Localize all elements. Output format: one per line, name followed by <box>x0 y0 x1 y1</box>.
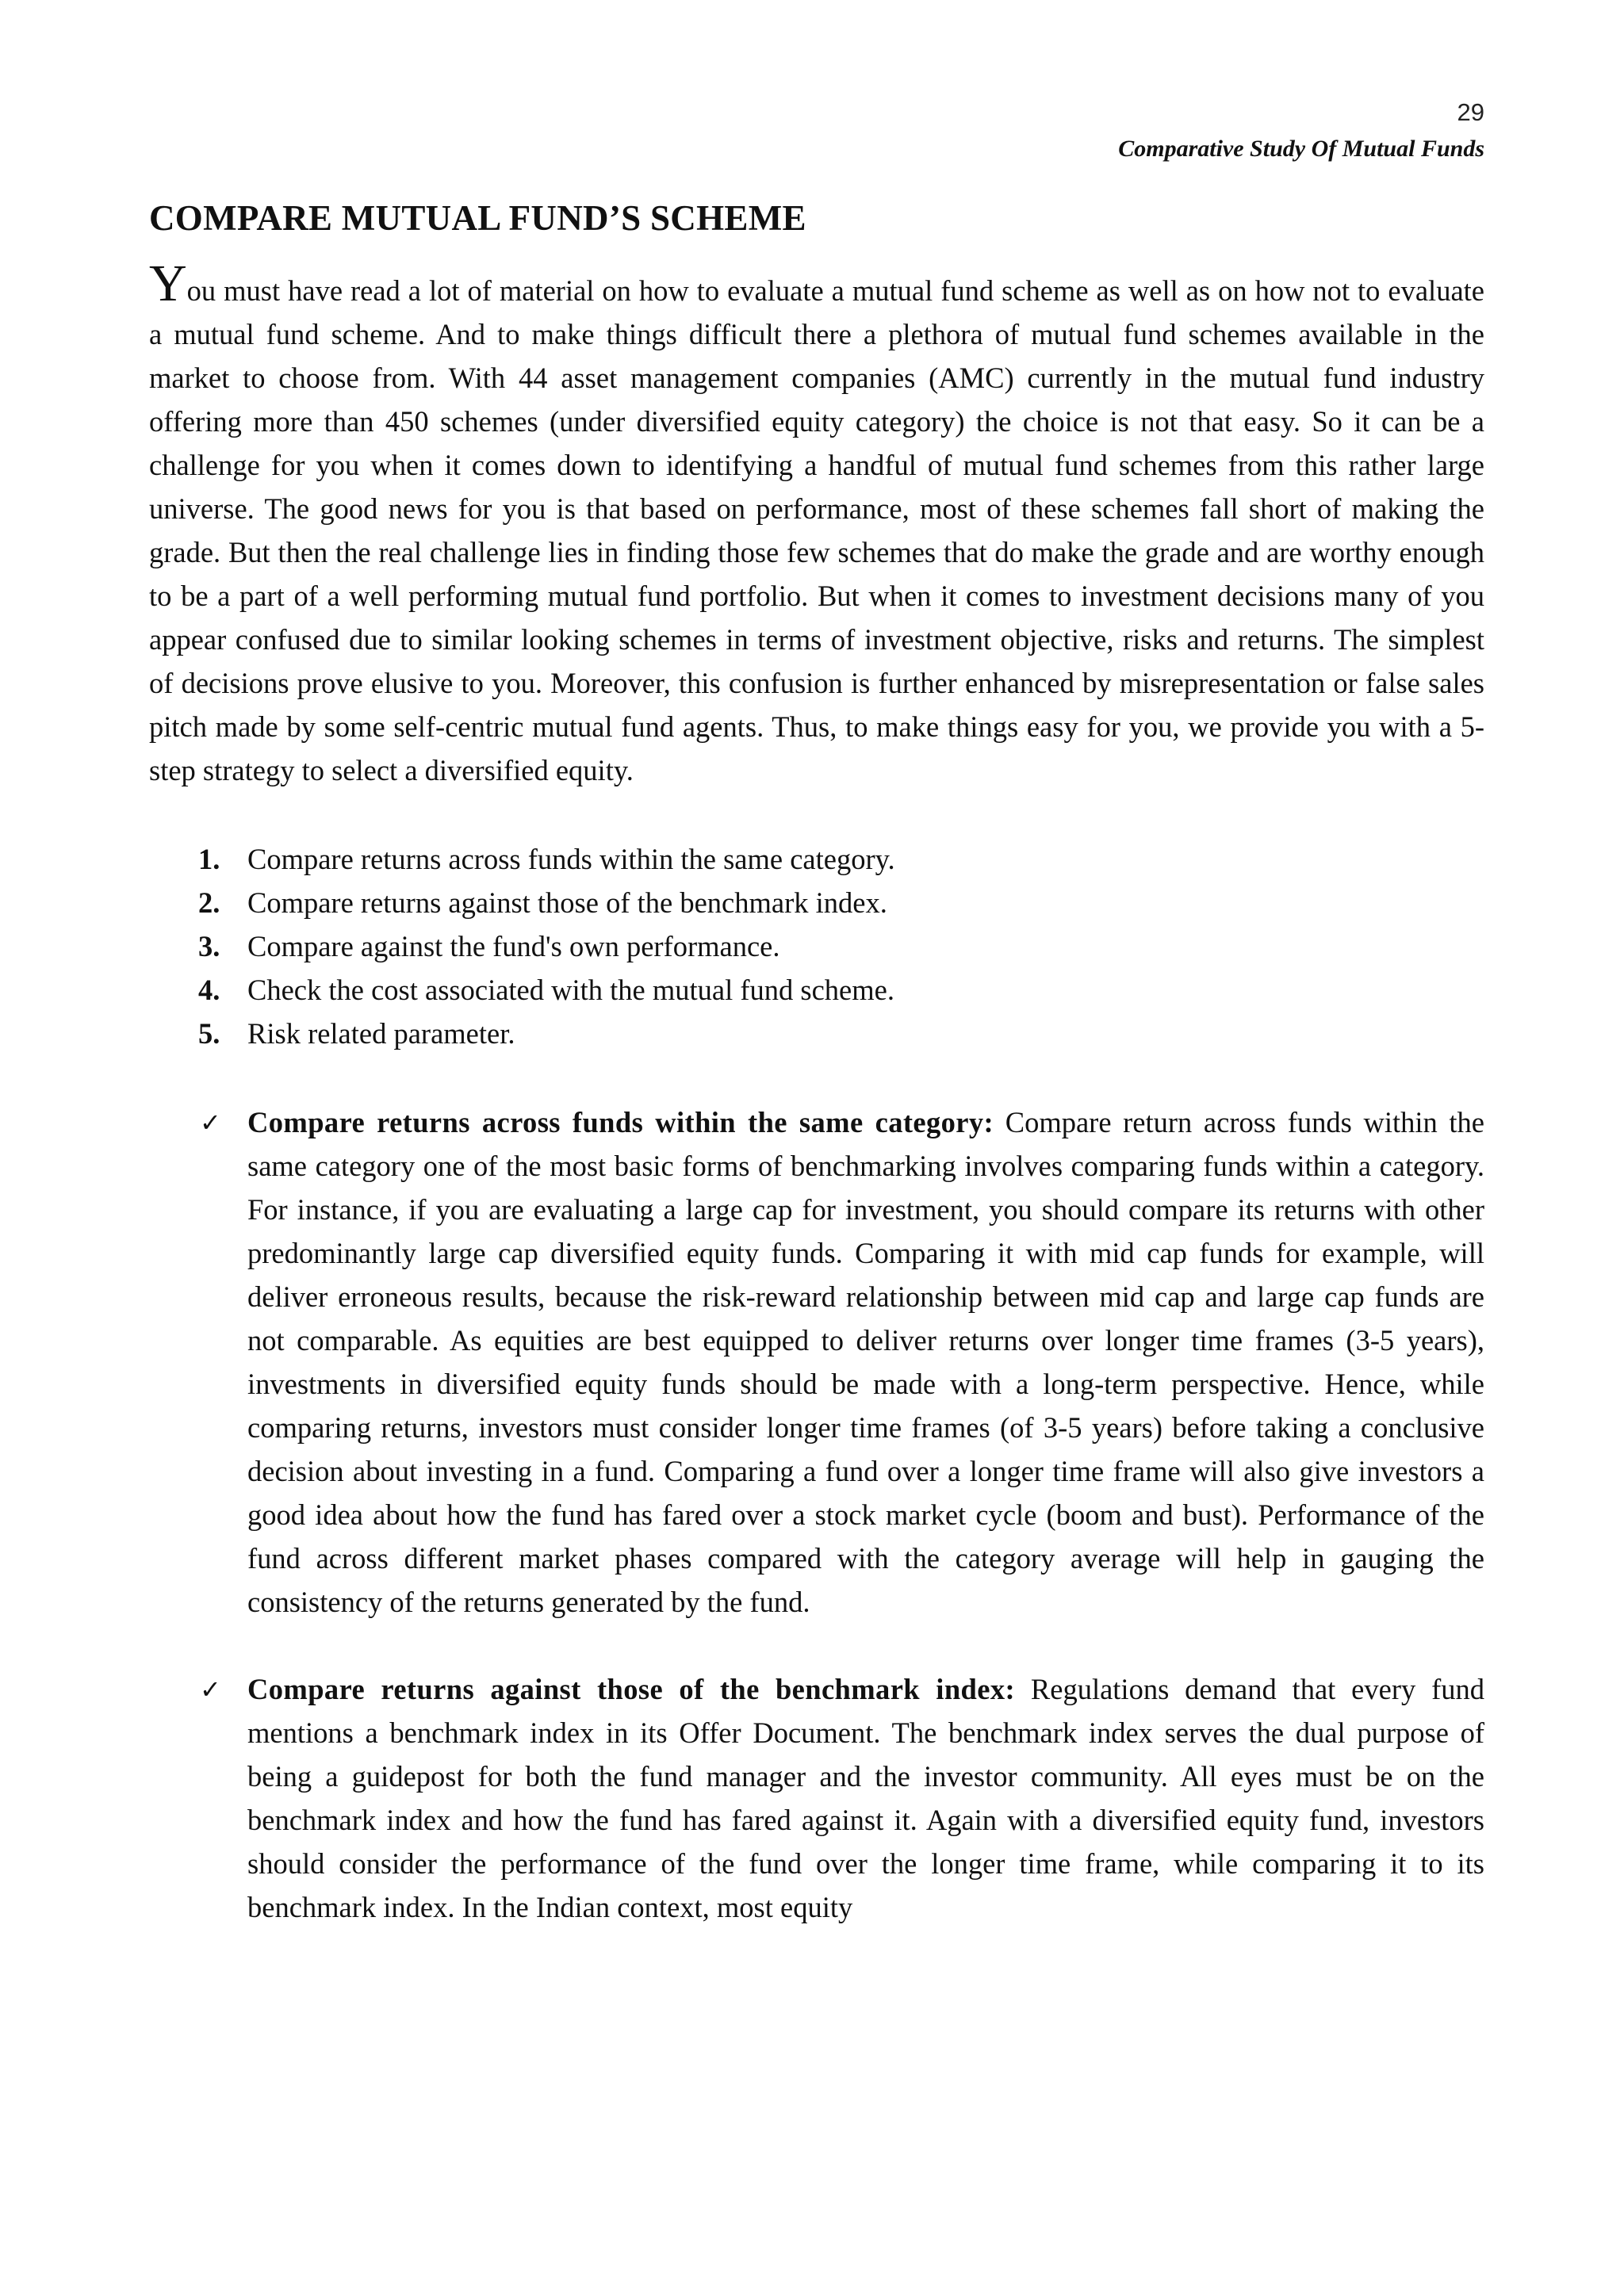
list-item <box>149 968 1484 1012</box>
step-number: 5. <box>198 1017 220 1050</box>
running-header: Comparative Study Of Mutual Funds <box>1118 136 1484 162</box>
step-number: 3. <box>198 930 220 962</box>
step-number: 4. <box>198 974 220 1006</box>
list-item <box>149 837 1484 881</box>
drop-cap: Y <box>149 254 187 312</box>
list-item <box>149 1012 1484 1055</box>
step-text: Compare returns across funds within the same category. <box>247 843 895 875</box>
intro-text: ou must have read a lot of material on how to evaluate a mutual fund scheme as well as on how not to evaluate a mutual fund scheme. And to make things difficult there a plethora of mutual fund schemes available in the market to choose from. With 44 asset management companies (AMC) currently in the mutual fund industry offering more than 450 schemes (under diversified equity category) the choice is not that easy. So it can be a challenge for you when it comes down to identifying a handful of mutual fund schemes from this rather large universe. The good news for you is that based on performance, most of these schemes fall short of making the grade. But then the real challenge lies in finding those few schemes that do make the grade and are worthy enough to be a part of a well performing mutual fund portfolio. But when it comes to investment decisions many of you appear confused due to similar looking schemes in terms of investment objective, risks and returns. The simplest of decisions prove elusive to you. Moreover, this confusion is further enhanced by misrepresentation or false sales pitch made by some self-centric mutual fund agents. Thus, to make things easy for you, we provide you with a 5-step strategy to select a diversified equity. <box>149 274 1484 786</box>
step-number: 2. <box>198 886 220 919</box>
point-heading: Compare returns across funds within the same category: <box>247 1106 994 1138</box>
step-number: 1. <box>198 843 220 875</box>
list-item <box>149 881 1484 924</box>
page-title: COMPARE MUTUAL FUND’S SCHEME <box>149 198 806 238</box>
step-text: Check the cost associated with the mutual fund scheme. <box>247 974 894 1006</box>
strategy-steps-list <box>149 837 1484 1055</box>
checkmark-icon: ✓ <box>200 1108 221 1138</box>
step-text: Compare returns against those of the benchmark index. <box>247 886 887 919</box>
checklist-item <box>149 1667 1484 1929</box>
checkmark-icon: ✓ <box>200 1674 221 1705</box>
point-text: Regulations demand that every fund mentions a benchmark index in its Offer Document. The benchmark index serves the dual purpose of being a guidepost for both the fund manager and the investor community. All eyes must be on the benchmark index and how the fund has fared against it. Again with a diversified equity fund, investors should consider the performance of the fund over the longer time frame, while comparing it to its benchmark index. In the Indian context, most equity <box>247 1673 1484 1923</box>
checklist-item <box>149 1100 1484 1624</box>
page-number: 29 <box>1457 98 1484 126</box>
intro-paragraph <box>149 254 1484 792</box>
step-text: Risk related parameter. <box>247 1017 515 1050</box>
page-content <box>149 254 1484 1973</box>
point-heading: Compare returns against those of the benchmark index: <box>247 1673 1016 1705</box>
list-item <box>149 924 1484 968</box>
checklist-points <box>149 1100 1484 1929</box>
step-text: Compare against the fund's own performance. <box>247 930 780 962</box>
point-text: Compare return across funds within the same category one of the most basic forms of benchmarking involves comparing funds within a category. For instance, if you are evaluating a large cap for investment, you should compare its returns with other predominantly large cap diversified equity funds. Comparing it with mid cap funds for example, will deliver erroneous results, because the risk-reward relationship between mid cap and large cap funds are not comparable. As equities are best equipped to deliver returns over longer time frames (3-5 years), investments in diversified equity funds should be made with a long-term perspective. Hence, while comparing returns, investors must consider longer time frames (of 3-5 years) before taking a conclusive decision about investing in a fund. Comparing a fund over a longer time frame will also give investors a good idea about how the fund has fared over a stock market cycle (boom and bust). Performance of the fund across different market phases compared with the category average will help in gauging the consistency of the returns generated by the fund. <box>247 1106 1484 1618</box>
